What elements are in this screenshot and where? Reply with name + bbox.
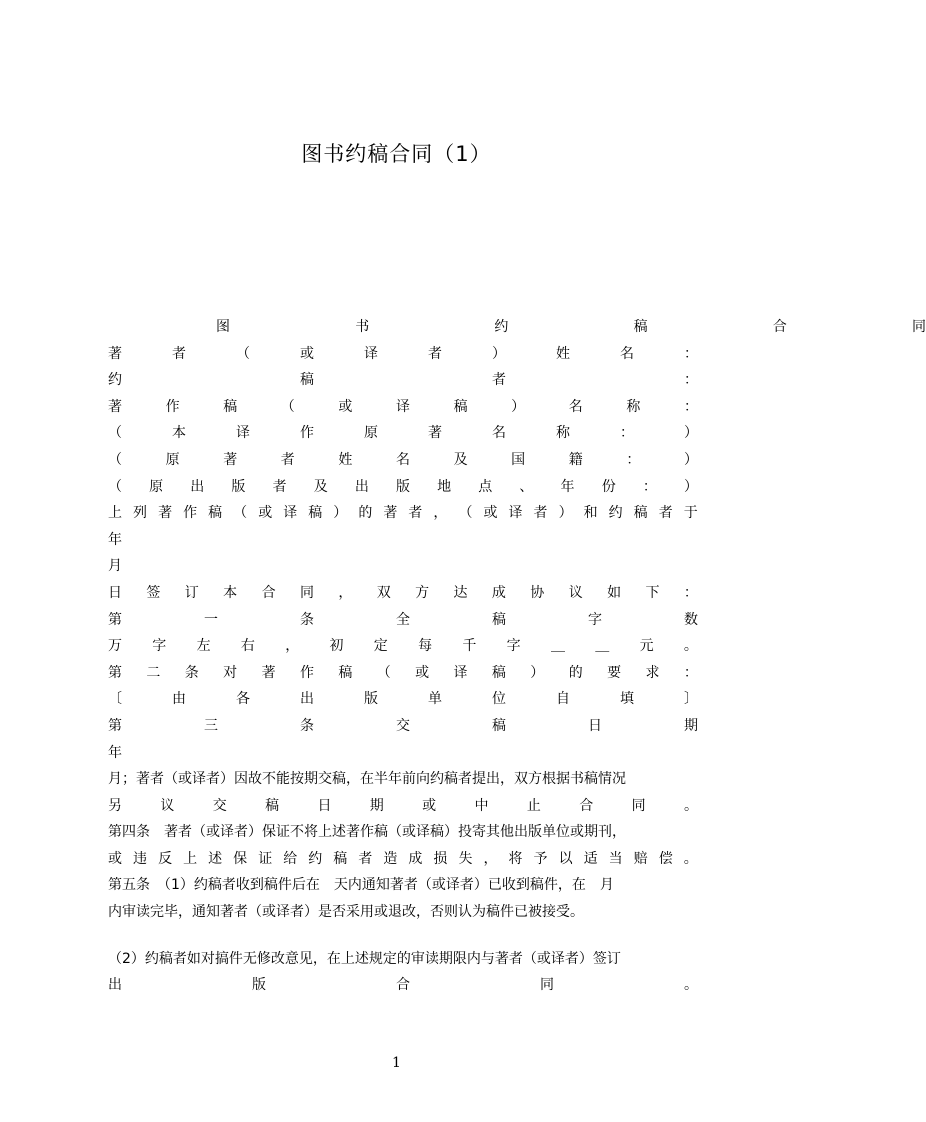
line-char: 造 <box>383 850 398 867</box>
line-char: 出 <box>108 977 122 994</box>
line-char: ： <box>626 451 641 468</box>
line-char: （ <box>376 664 391 681</box>
line-char: （ <box>108 451 122 468</box>
line-char: 交 <box>396 717 410 734</box>
line-char: 作 <box>299 664 314 681</box>
line-char: （ <box>108 425 122 442</box>
line-char: 由 <box>172 691 186 708</box>
line-char: 稿 <box>492 717 506 734</box>
contract-line <box>108 686 698 713</box>
line-char: 或 <box>338 398 353 415</box>
document-title: 图书约稿合同（1） <box>301 142 492 166</box>
line-char: ， <box>338 584 353 601</box>
contract-line: 年 <box>108 744 122 761</box>
line-char: 稿 <box>633 505 648 522</box>
line-char: 数 <box>684 611 698 628</box>
line-char: 及 <box>453 451 468 468</box>
line-char: 或 <box>258 505 273 522</box>
line-char: 各 <box>236 691 250 708</box>
line-char: ） <box>683 478 698 495</box>
line-char: 每 <box>418 638 433 655</box>
line-char: ： <box>620 425 634 442</box>
line-char: 下 <box>645 584 660 601</box>
line-char: 保 <box>233 850 248 867</box>
line-char: 议 <box>160 797 175 814</box>
line-char: 或 <box>483 505 498 522</box>
line-char: ） <box>511 398 526 415</box>
line-char: 著 <box>108 398 122 415</box>
contract-line <box>108 607 698 634</box>
line-char: 原 <box>165 451 180 468</box>
line-char: 译 <box>395 398 410 415</box>
contract-line: 月；著者（或译者）因故不能按期交稿，在半年前向约稿者提出，双方根据书稿情况 <box>108 771 626 788</box>
line-char: 名 <box>620 345 634 362</box>
contract-line <box>108 633 698 660</box>
line-char: 或 <box>422 797 437 814</box>
line-char: 本 <box>223 584 238 601</box>
line-char: 自 <box>556 691 570 708</box>
line-char: 左 <box>196 638 211 655</box>
line-char: 者 <box>428 345 442 362</box>
contract-line <box>108 846 698 873</box>
line-char: ＿ <box>595 638 610 655</box>
line-char: 。 <box>683 797 698 814</box>
line-char: 期 <box>684 717 698 734</box>
line-char: 约 <box>608 505 623 522</box>
line-char: ） <box>333 505 348 522</box>
line-char: （ <box>108 478 122 495</box>
line-char: 及 <box>313 478 328 495</box>
contract-line <box>108 474 698 501</box>
line-char: （ <box>280 398 295 415</box>
line-char: 字 <box>506 638 521 655</box>
line-char: 成 <box>491 584 506 601</box>
line-char: 第 <box>108 611 122 628</box>
line-char: ） <box>530 664 545 681</box>
line-char: 称 <box>556 425 570 442</box>
line-char: 译 <box>453 664 468 681</box>
contract-line <box>108 394 698 421</box>
line-char: 译 <box>364 345 378 362</box>
line-char: 著 <box>108 345 122 362</box>
contract-line: 第五条 （1）约稿者收到稿件后在 天内通知著者（或译者）已收到稿件，在 月 <box>108 877 614 894</box>
paragraph-gap <box>108 926 698 946</box>
line-char: 反 <box>158 850 173 867</box>
line-char: 和 <box>583 505 598 522</box>
line-char: （ <box>236 345 250 362</box>
line-char: 三 <box>204 717 218 734</box>
contract-line <box>108 660 698 687</box>
line-char: 初 <box>329 638 344 655</box>
line-char: 于 <box>683 505 698 522</box>
line-char: 合 <box>396 977 410 994</box>
line-char: 千 <box>462 638 477 655</box>
line-char: 名 <box>395 451 410 468</box>
line-char: 对 <box>223 664 238 681</box>
line-char: 者 <box>272 478 287 495</box>
line-char: 位 <box>492 691 506 708</box>
line-char: 违 <box>133 850 148 867</box>
line-char: 稿 <box>265 797 280 814</box>
line-char: 作 <box>165 398 180 415</box>
line-char: 要 <box>607 664 622 681</box>
contract-line <box>108 447 698 474</box>
line-char: 成 <box>408 850 423 867</box>
line-char: 。 <box>683 638 698 655</box>
line-char: 日 <box>108 584 122 601</box>
line-char: （ <box>233 505 248 522</box>
line-char: 偿 <box>658 850 673 867</box>
line-char: 万 <box>108 638 122 655</box>
line-char: ， <box>285 638 300 655</box>
line-char: 姓 <box>556 345 570 362</box>
line-char: 议 <box>568 584 583 601</box>
line-char: 方 <box>415 584 430 601</box>
line-char: 本 <box>172 425 186 442</box>
line-char: ： <box>683 664 698 681</box>
line-char: 达 <box>453 584 468 601</box>
line-char: 上 <box>183 850 198 867</box>
line-char: 当 <box>608 850 623 867</box>
line-char: 字 <box>588 611 602 628</box>
contract-line <box>108 420 698 447</box>
line-char: 定 <box>373 638 388 655</box>
line-char: 译 <box>508 505 523 522</box>
line-char: ） <box>684 425 698 442</box>
line-char: 版 <box>231 478 246 495</box>
line-char: 条 <box>184 664 199 681</box>
line-char: 者 <box>533 505 548 522</box>
line-char: 交 <box>212 797 227 814</box>
line-char: 填 <box>620 691 634 708</box>
line-char: 止 <box>526 797 541 814</box>
line-char: 的 <box>358 505 373 522</box>
line-char: 述 <box>208 850 223 867</box>
line-char: 合 <box>261 584 276 601</box>
line-char: 以 <box>558 850 573 867</box>
line-char: ： <box>683 584 698 601</box>
line-char: 一 <box>204 611 218 628</box>
line-char: 稿 <box>338 664 353 681</box>
line-char: 条 <box>300 611 314 628</box>
line-char: 同 <box>911 319 926 335</box>
line-char: 者 <box>280 451 295 468</box>
line-char: 条 <box>300 717 314 734</box>
contract-line: 月 <box>108 558 122 575</box>
line-char: 订 <box>184 584 199 601</box>
line-char: 原 <box>364 425 378 442</box>
line-char: 出 <box>190 478 205 495</box>
line-char: 约 <box>308 850 323 867</box>
line-char: 原 <box>149 478 164 495</box>
line-char: 求 <box>645 664 660 681</box>
line-char: 或 <box>300 345 314 362</box>
line-char: 姓 <box>338 451 353 468</box>
line-char: 或 <box>415 664 430 681</box>
contract-line <box>108 972 698 999</box>
line-char: 、 <box>519 478 534 495</box>
line-char: 年 <box>560 478 575 495</box>
line-char: 签 <box>146 584 161 601</box>
line-char: ， <box>483 850 498 867</box>
line-char: 者 <box>408 505 423 522</box>
line-char: 元 <box>639 638 654 655</box>
line-char: 出 <box>300 691 314 708</box>
line-char: 同 <box>631 797 646 814</box>
line-char: 稿 <box>491 664 506 681</box>
line-char: 著 <box>261 664 276 681</box>
line-char: 右 <box>240 638 255 655</box>
line-char: 单 <box>428 691 442 708</box>
contract-line <box>108 341 698 368</box>
contract-body <box>108 314 926 999</box>
contract-line <box>108 314 926 341</box>
line-char: ： <box>684 345 698 362</box>
contract-line: 第四条 著者（或译者）保证不将上述著作稿（或译稿）投寄其他出版单位或期刊， <box>108 824 626 841</box>
line-char: 列 <box>133 505 148 522</box>
line-char: 〕 <box>684 691 698 708</box>
line-char: 版 <box>395 478 410 495</box>
line-char: 者 <box>358 850 373 867</box>
line-char: 著 <box>428 425 442 442</box>
line-char: 出 <box>354 478 369 495</box>
line-char: 者 <box>172 345 186 362</box>
line-char: 约 <box>494 319 509 335</box>
line-char: 给 <box>283 850 298 867</box>
line-char: 。 <box>683 850 698 867</box>
line-char: 字 <box>152 638 167 655</box>
line-char: 稿 <box>300 372 314 389</box>
contract-line <box>108 367 698 394</box>
line-char: 稿 <box>492 611 506 628</box>
line-char: 同 <box>540 977 554 994</box>
line-char: 如 <box>607 584 622 601</box>
line-char: 书 <box>355 319 370 335</box>
contract-line: 内审读完毕，通知著者（或译者）是否采用或退改，否则认为稿件已被接受。 <box>108 904 584 921</box>
line-char: 日 <box>588 717 602 734</box>
line-char: 〔 <box>108 691 122 708</box>
line-char: 二 <box>146 664 161 681</box>
line-char: ： <box>683 398 698 415</box>
line-char: 适 <box>583 850 598 867</box>
line-char: 籍 <box>568 451 583 468</box>
line-char: 版 <box>364 691 378 708</box>
line-char: 者 <box>492 372 506 389</box>
line-char: 双 <box>376 584 391 601</box>
line-char: 全 <box>396 611 410 628</box>
line-char: 损 <box>433 850 448 867</box>
contract-line <box>108 793 698 820</box>
page-number: 1 <box>392 1055 401 1071</box>
line-char: 的 <box>568 664 583 681</box>
line-char: 将 <box>508 850 523 867</box>
contract-line: 年 <box>108 531 122 548</box>
line-char: ） <box>683 451 698 468</box>
line-char: 图 <box>216 319 230 335</box>
line-char: 国 <box>511 451 526 468</box>
line-char: ＿ <box>550 638 565 655</box>
line-char: ： <box>684 372 698 389</box>
line-char: 日 <box>317 797 332 814</box>
line-char: 中 <box>474 797 489 814</box>
line-char: 或 <box>108 850 122 867</box>
line-char: ： <box>642 478 657 495</box>
line-char: 名 <box>492 425 506 442</box>
line-char: 约 <box>108 372 122 389</box>
contract-line <box>108 713 698 740</box>
line-char: 地 <box>437 478 452 495</box>
line-char: 同 <box>299 584 314 601</box>
line-char: 第 <box>108 664 122 681</box>
line-char: 著 <box>158 505 173 522</box>
line-char: 协 <box>530 584 545 601</box>
line-char: 第 <box>108 717 122 734</box>
line-char: 予 <box>533 850 548 867</box>
line-char: 份 <box>601 478 616 495</box>
line-char: ） <box>492 345 506 362</box>
line-char: 失 <box>458 850 473 867</box>
line-char: 著 <box>383 505 398 522</box>
line-char: （ <box>458 505 473 522</box>
line-char: ） <box>558 505 573 522</box>
line-char: 稿 <box>223 398 238 415</box>
line-char: 稿 <box>208 505 223 522</box>
contract-line: （2）约稿者如对搞件无修改意见，在上述规定的审读期限内与著者（或译者）签订 <box>108 950 621 967</box>
line-char: 称 <box>626 398 641 415</box>
line-char: 译 <box>236 425 250 442</box>
line-char: 稿 <box>308 505 323 522</box>
line-char: 译 <box>283 505 298 522</box>
line-char: 证 <box>258 850 273 867</box>
line-char: 赔 <box>633 850 648 867</box>
line-char: 著 <box>223 451 238 468</box>
contract-line <box>108 580 698 607</box>
line-char: ， <box>433 505 448 522</box>
line-char: 合 <box>772 319 787 335</box>
line-char: 者 <box>658 505 673 522</box>
line-char: 稿 <box>453 398 468 415</box>
line-char: 名 <box>568 398 583 415</box>
line-char: 合 <box>579 797 594 814</box>
line-char: 另 <box>108 797 122 814</box>
line-char: 点 <box>478 478 493 495</box>
line-char: 。 <box>684 977 698 994</box>
line-char: 版 <box>252 977 266 994</box>
line-char: 作 <box>300 425 314 442</box>
contract-line <box>108 500 698 527</box>
line-char: 期 <box>369 797 384 814</box>
line-char: 稿 <box>333 850 348 867</box>
line-char: 作 <box>183 505 198 522</box>
line-char: 稿 <box>633 319 648 335</box>
line-char: 上 <box>108 505 122 522</box>
